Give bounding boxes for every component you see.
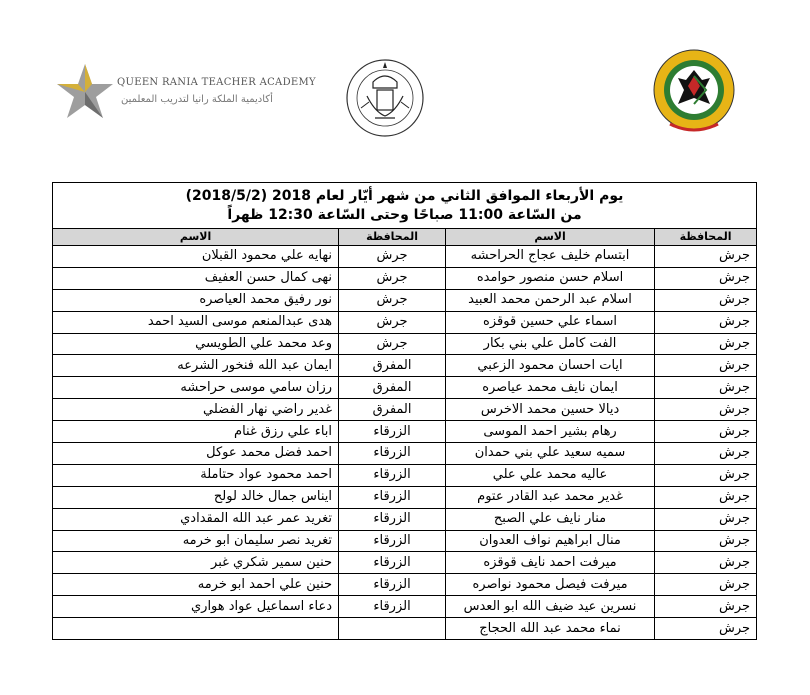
name-cell: نور رفيق محمد العياصره [53,289,339,311]
col-name-2: الاسم [53,229,339,246]
name-cell: حنين سمير شكري غبر [53,552,339,574]
name-cell: احمد محمود عواد حتاملة [53,464,339,486]
logo-text-ar: أكاديمية الملكة رانيا لتدريب المعلمين [121,94,273,105]
governorate-cell: جرش [655,486,757,508]
name-cell: تغريد عمر عبد الله المقدادي [53,508,339,530]
governorate-cell: الزرقاء [339,464,446,486]
governorate-cell: جرش [655,289,757,311]
governorate-cell: جرش [655,464,757,486]
governorate-cell: المفرق [339,399,446,421]
name-cell: نهايه علي محمود القبلان [53,246,339,268]
title-line-1: يوم الأربعاء الموافق الثاني من شهر أيّار لعام 2018 (2018/5/2) [185,187,624,204]
ministry-emblem [345,52,425,144]
name-cell: سميه سعيد علي بني حمدان [446,443,655,465]
table-title [53,183,757,229]
governorate-cell: جرش [655,574,757,596]
col-name-1: الاسم [446,229,655,246]
name-cell: حنين علي احمد ابو خرمه [53,574,339,596]
table-row [53,574,757,596]
governorate-cell: جرش [655,508,757,530]
governorate-cell: جرش [655,311,757,333]
governorate-cell: الزرقاء [339,574,446,596]
governorate-cell: جرش [339,246,446,268]
name-cell: نماء محمد عبد الله الحجاج [446,618,655,640]
table-row [53,508,757,530]
governorate-cell: جرش [339,311,446,333]
governorate-cell: جرش [655,552,757,574]
name-cell [53,618,339,640]
governorate-cell: جرش [655,596,757,618]
table-row [53,486,757,508]
name-cell: عاليه محمد علي علي [446,464,655,486]
governorate-cell: المفرق [339,355,446,377]
name-cell: غدير محمد عبد القادر عتوم [446,486,655,508]
table-row [53,464,757,486]
governorate-cell: الزرقاء [339,508,446,530]
civil-service-logo [650,46,738,134]
logo-text-en: QUEEN RANIA TEACHER ACADEMY [117,77,316,88]
table-row [53,596,757,618]
table-row [53,333,757,355]
governorate-cell: جرش [655,355,757,377]
governorate-cell: جرش [655,267,757,289]
name-cell: اسماء علي حسين قوقزه [446,311,655,333]
title-line-2: من السّاعة 11:00 صباحًا وحتى السّاعة 12:30 ظهراً [227,206,582,223]
name-cell: منال ابراهيم نواف العدوان [446,530,655,552]
table-row [53,399,757,421]
schedule-table [52,182,757,640]
table-row [53,377,757,399]
table-row [53,552,757,574]
governorate-cell: المفرق [339,377,446,399]
governorate-cell: جرش [339,333,446,355]
name-cell: اباء علي رزق غنام [53,421,339,443]
name-cell: نهى كمال حسن العفيف [53,267,339,289]
governorate-cell: الزرقاء [339,486,446,508]
name-cell: ديالا حسين محمد الاخرس [446,399,655,421]
name-cell: ايناس جمال خالد لولح [53,486,339,508]
governorate-cell: جرش [655,377,757,399]
name-cell: ابتسام خليف عجاج الحراحشه [446,246,655,268]
civil-service-emblem-icon [650,46,738,134]
name-cell: رزان سامي موسى حراحشه [53,377,339,399]
governorate-cell: الزرقاء [339,596,446,618]
name-cell: دعاء اسماعيل عواد هواري [53,596,339,618]
governorate-cell [339,618,446,640]
governorate-cell: جرش [655,399,757,421]
table-body [53,246,757,640]
table-row [53,267,757,289]
table-row [53,421,757,443]
governorate-cell: جرش [655,246,757,268]
col-gov-2: المحافظة [339,229,446,246]
table-row [53,618,757,640]
governorate-cell: جرش [655,443,757,465]
jordan-crest-icon [345,52,425,144]
name-cell: ميرفت احمد نايف قوقزه [446,552,655,574]
table-row [53,246,757,268]
name-cell: منار نايف علي الصبح [446,508,655,530]
name-cell: اسلام عبد الرحمن محمد العبيد [446,289,655,311]
governorate-cell: جرش [655,618,757,640]
table-row [53,443,757,465]
star-logo-icon [55,62,115,122]
name-cell: الفت كامل علي بني بكار [446,333,655,355]
table-row [53,530,757,552]
governorate-cell: جرش [655,421,757,443]
col-gov-1: المحافظة [655,229,757,246]
table-row [53,355,757,377]
governorate-cell: جرش [655,530,757,552]
name-cell: ايمان نايف محمد عياصره [446,377,655,399]
governorate-cell: الزرقاء [339,530,446,552]
name-cell: احمد فضل محمد عوكل [53,443,339,465]
governorate-cell: جرش [655,333,757,355]
name-cell: غدير راضي نهار الفضلي [53,399,339,421]
name-cell: اسلام حسن منصور حوامده [446,267,655,289]
governorate-cell: الزرقاء [339,443,446,465]
name-cell: نسرين عيد ضيف الله ابو العدس [446,596,655,618]
name-cell: ميرفت فيصل محمود نواصره [446,574,655,596]
table-row [53,311,757,333]
governorate-cell: جرش [339,267,446,289]
queen-rania-academy-logo [55,62,316,122]
name-cell: ايات احسان محمود الزعبي [446,355,655,377]
table-row [53,289,757,311]
name-cell: هدى عبدالمنعم موسى السيد احمد [53,311,339,333]
name-cell: رهام بشير احمد الموسى [446,421,655,443]
governorate-cell: الزرقاء [339,421,446,443]
name-cell: تغريد نصر سليمان ابو خرمه [53,530,339,552]
governorate-cell: جرش [339,289,446,311]
governorate-cell: الزرقاء [339,552,446,574]
name-cell: ايمان عبد الله فنخور الشرعه [53,355,339,377]
name-cell: وعد محمد علي الطويسي [53,333,339,355]
column-header-row [53,229,757,246]
